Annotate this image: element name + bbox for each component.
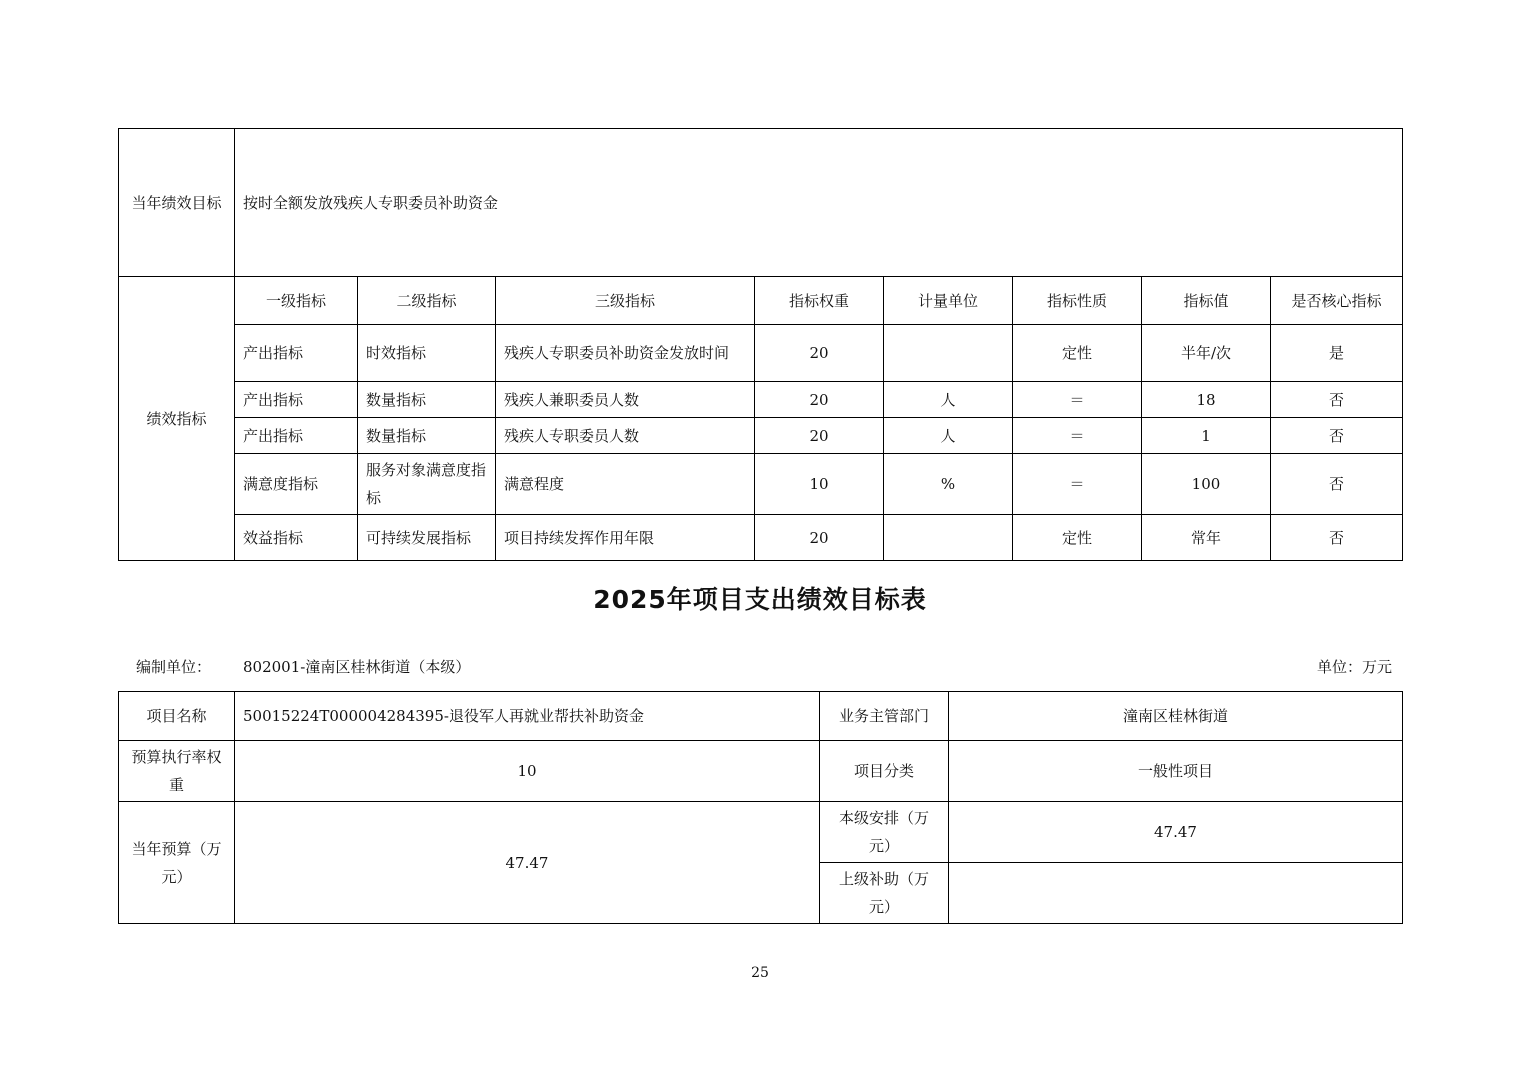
cell-level1: 满意度指标 (235, 454, 358, 515)
header-level3: 三级指标 (496, 277, 755, 325)
cell-core: 否 (1271, 418, 1403, 454)
indicators-label: 绩效指标 (119, 277, 235, 561)
cell-level3: 残疾人专职委员补助资金发放时间 (496, 325, 755, 382)
cell-level2: 数量指标 (358, 382, 496, 418)
project-name-value: 50015224T000004284395-退役军人再就业帮扶补助资金 (235, 692, 820, 741)
performance-indicators-table (118, 128, 1403, 561)
budget-value: 47.47 (235, 802, 820, 924)
table-row (119, 325, 1403, 382)
project-name-label: 项目名称 (119, 692, 235, 741)
cell-value: 100 (1142, 454, 1271, 515)
cell-level3: 残疾人专职委员人数 (496, 418, 755, 454)
exec-rate-value: 10 (235, 741, 820, 802)
table-row (119, 418, 1403, 454)
project-info-table (118, 691, 1403, 924)
cell-level2: 数量指标 (358, 418, 496, 454)
cell-weight: 20 (755, 325, 884, 382)
goal-label: 当年绩效目标 (119, 129, 235, 277)
cell-unit (884, 515, 1013, 561)
cell-level1: 产出指标 (235, 382, 358, 418)
document-meta (118, 656, 1402, 682)
header-value: 指标值 (1142, 277, 1271, 325)
cell-value: 半年/次 (1142, 325, 1271, 382)
cell-unit: 人 (884, 418, 1013, 454)
cell-value: 1 (1142, 418, 1271, 454)
cell-weight: 20 (755, 515, 884, 561)
page-title: 2025年项目支出绩效目标表 (593, 585, 927, 614)
dept-value: 潼南区桂林街道 (949, 692, 1403, 741)
cell-unit (884, 325, 1013, 382)
cell-nature: ＝ (1013, 382, 1142, 418)
cell-nature: 定性 (1013, 325, 1142, 382)
exec-rate-label: 预算执行率权重 (119, 741, 235, 802)
indicator-header-row (119, 277, 1403, 325)
cell-level1: 效益指标 (235, 515, 358, 561)
cell-nature: 定性 (1013, 515, 1142, 561)
upper-value (949, 863, 1403, 924)
cell-unit: 人 (884, 382, 1013, 418)
cell-level3: 满意程度 (496, 454, 755, 515)
budget-label: 当年预算（万元） (119, 802, 235, 924)
header-weight: 指标权重 (755, 277, 884, 325)
cell-nature: ＝ (1013, 418, 1142, 454)
page-number: 25 (751, 965, 769, 981)
budget-row (119, 802, 1403, 863)
exec-rate-row (119, 741, 1403, 802)
header-unit: 计量单位 (884, 277, 1013, 325)
cell-core: 是 (1271, 325, 1403, 382)
cell-weight: 20 (755, 382, 884, 418)
category-label: 项目分类 (820, 741, 949, 802)
header-nature: 指标性质 (1013, 277, 1142, 325)
cell-core: 否 (1271, 382, 1403, 418)
header-level1: 一级指标 (235, 277, 358, 325)
dept-label: 业务主管部门 (820, 692, 949, 741)
project-name-row (119, 692, 1403, 741)
header-core: 是否核心指标 (1271, 277, 1403, 325)
cell-level1: 产出指标 (235, 418, 358, 454)
cell-level3: 残疾人兼职委员人数 (496, 382, 755, 418)
cell-level2: 服务对象满意度指标 (358, 454, 496, 515)
cell-core: 否 (1271, 454, 1403, 515)
cell-weight: 10 (755, 454, 884, 515)
header-level2: 二级指标 (358, 277, 496, 325)
cell-level3: 项目持续发挥作用年限 (496, 515, 755, 561)
local-value: 47.47 (949, 802, 1403, 863)
cell-value: 18 (1142, 382, 1271, 418)
goal-text: 按时全额发放残疾人专职委员补助资金 (235, 129, 1403, 277)
cell-weight: 20 (755, 418, 884, 454)
cell-unit: % (884, 454, 1013, 515)
category-value: 一般性项目 (949, 741, 1403, 802)
org-label: 编制单位： (136, 658, 212, 676)
table-row (119, 515, 1403, 561)
org-value: 802001-潼南区桂林街道（本级） (243, 658, 471, 676)
goal-row (119, 129, 1403, 277)
unit-label: 单位：万元 (1316, 658, 1392, 676)
table-row (119, 382, 1403, 418)
upper-label: 上级补助（万元） (820, 863, 949, 924)
cell-level1: 产出指标 (235, 325, 358, 382)
cell-level2: 可持续发展指标 (358, 515, 496, 561)
cell-nature: ＝ (1013, 454, 1142, 515)
cell-value: 常年 (1142, 515, 1271, 561)
local-label: 本级安排（万元） (820, 802, 949, 863)
cell-core: 否 (1271, 515, 1403, 561)
table-row (119, 454, 1403, 515)
cell-level2: 时效指标 (358, 325, 496, 382)
